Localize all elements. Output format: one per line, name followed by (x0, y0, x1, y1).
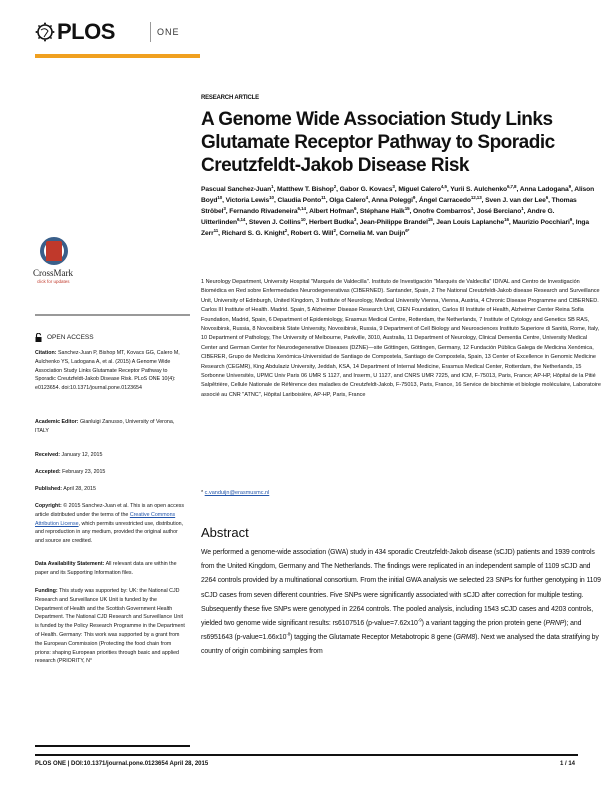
author-name: Fernando Rivadeneira (229, 208, 298, 215)
author-name: Jean Louis Laplanche (436, 219, 505, 226)
author-name: Anna Poleggi (371, 197, 413, 204)
copyright-block (35, 502, 185, 546)
author-name: Yurii S. Aulchenko (450, 186, 507, 193)
author-affiliation-marker: 10 (269, 194, 274, 200)
author-affiliation-marker: 11 (321, 194, 326, 200)
footnote-divider (35, 745, 190, 747)
abstract-heading: Abstract (201, 525, 249, 540)
plos-one-logo (35, 12, 195, 52)
page-number: 1 / 14 (560, 761, 576, 767)
citation-block (35, 349, 185, 393)
abstract-text: ) tagging the Glutamate Receptor Metabotropic 8 gene ( (290, 634, 456, 642)
author-affiliation-marker: 9 (568, 183, 572, 189)
author-affiliation-marker: 9 (569, 216, 573, 222)
author-name: Ángel Carracedo (418, 197, 471, 204)
open-access-badge (35, 333, 190, 342)
crossmark-title: CrossMark (33, 268, 73, 278)
copyright-text-1: © 2015 Sanchez-Juan et al. This is an open access article distributed under the terms of the (35, 503, 184, 518)
received-block (35, 451, 185, 460)
author-name: Herbert Budka (309, 219, 354, 226)
author-name: Robert G. Will (290, 230, 334, 237)
crossmark-badge[interactable] (33, 237, 77, 297)
author-name: Stéphane Haïk (359, 208, 405, 215)
header-accent-rule (35, 54, 200, 58)
author-name: Onofre Combarros (413, 208, 471, 215)
article-title: A Genome Wide Association Study Links Glutamate Receptor Pathway to Sporadic Creutzfeldt-Jakob Disease Risk (201, 109, 555, 176)
author-name: Olga Calero (329, 197, 366, 204)
author-name: Victoria Lewis (225, 197, 270, 204)
author-affiliation-marker: 16 (504, 216, 509, 222)
funding-text: This study was supported by: UK: the National CJD Research and Surveillance UK Unit is funded by the Department of Health and the Scottish Government Health Department. The National CJD Research and Surveillance Unit is funded by the Policy Research Programme in the Department of Health. Germany: This work was supported by a grant from the European Commission (Protecting the food chain from prions: shaping European priorities through basic and applied research (PRIORITY, N° (35, 588, 185, 665)
author-name: Andre G. Uitterlinden (201, 208, 555, 226)
logo-separator (150, 22, 151, 42)
author-affiliation-marker: 6 (545, 194, 549, 200)
academic-editor-text: Gianluigi Zanusso, University of Verona, ITALY (35, 419, 175, 434)
published-block (35, 485, 185, 494)
author-affiliation-marker: 2 (284, 227, 288, 233)
copyright-text-2: , which permits unrestricted use, distribution, and reproduction in any medium, provided the original author and source are credited. (35, 520, 184, 545)
author-affiliation-marker: 10 (300, 216, 306, 222)
author-name: Jean-Philippe Brandel (359, 219, 428, 226)
crossmark-flag-icon (46, 241, 62, 261)
received-label: Received: (35, 452, 61, 458)
academic-editor-label: Academic Editor: (35, 419, 79, 425)
author-name: Pascual Sanchez-Juan (201, 186, 272, 193)
published-date: April 28, 2015 (63, 486, 96, 492)
article-type: RESEARCH ARTICLE (201, 95, 259, 101)
author-name: Gabor G. Kovacs (339, 186, 393, 193)
author-affiliation-marker: 10 (217, 194, 223, 200)
corresponding-email-link[interactable]: c.vanduijn@erasmusmc.nl (204, 490, 270, 496)
received-date: January 12, 2015 (61, 452, 103, 458)
author-affiliation-marker: 15 (427, 216, 433, 222)
author-affiliation-marker: 15 (404, 205, 410, 211)
journal-name: ONE (157, 27, 180, 37)
affiliations: 1 Neurology Department, University Hospital "Marqués de Valdecilla". Instituto de Investigación "Marqués de Valdecilla" IDIVAL and Centro de Investigación Biomédica en Red sobre Enfermedades Neurodegenerativas (CIBERNED). Santander, Spain, 2 The National Creutzfeldt-Jakob disease Research and Surveillance Unit, University of Edinburgh, United Kingdom, 3 Institute of Neurology, Medical University Vienna, Vienna, Austria, 4 Chronic Disease Programme and CIBERNED. Carlos III Institute of Health. Madrid. Spain, 5 Alzheimer Disease Research Unit, CIEN Foundation, Carlos III Institute of Health, Alzheimer Center Reina Sofia Foundation, Madrid, Spain, 6 Department of Epidemiology, Erasmus Medical Centre, Rotterdam, the Netherlands, 7 Institute of Cytology and Genetics SB RAS, Novosibirsk, Russia, 8 Novosibirsk State University, Novosibirsk, Russia, 9 Department of Cell Biology and Neurosciences Instituto Superiore di Sanità, Rome, Italy, 10 Department of Pathology, The University of Melbourne, Parkville, 3010, Australia, 11 Department of Neurology, Clinical Dementia Centre, University Medical Center and German Center for Neurodegenerative Diseases (DZNE)—site Göttingen, Göttingen, Germany, 12 Fundación Pública Galega de Medicina Xenómica, CIBERER, Grupo de Medicina Xenómica-Universidad de Santiago de Compostela, Santiago de Compostela, Spain, 13 Center of Excellence in Genomic Medicine Research (CEGMR), King Abdulaziz University, Jeddah, KSA, 14 Department of Internal Medicine, Erasmus Medical Center, Rotterdam, the Netherlands, 15 Sorbonne Universités, UPMC Univ Paris 06 UMR S 1127, and Inserm, U 1127, and CNRS UMR 7225, and ICM, F-75013, Paris, France; AP-HP, Hôpital de la Pitié Salpêtrière, Cellule Nationale de Référence des maladies de Creutzfeldt-Jakob, F-75013, Paris, France, 16 Service de biochimie et biologie moléculaire, Laboratoire associé au CNR "ATNC", Hôpital Lariboisière, AP-HP, Paris, France (201, 279, 601, 398)
accepted-date: February 23, 2015 (62, 469, 106, 475)
p-value-exponent: -8 (286, 631, 291, 637)
author-name: Richard S. G. Knight (221, 230, 285, 237)
author-affiliation-marker: 6,14 (297, 205, 306, 211)
abstract-text: ) a variant tagging the prion protein gene ( (421, 620, 546, 628)
academic-editor-block (35, 418, 185, 436)
author-affiliation-marker: 6 (353, 205, 357, 211)
data-availability-block (35, 560, 185, 578)
author-affiliation-marker: 1 (271, 183, 274, 189)
open-access-label: OPEN ACCESS (47, 334, 94, 341)
author-name: Matthew T. Bishop (277, 186, 334, 193)
author-name: José Berciano (476, 208, 522, 215)
author-affiliation-marker: 6* (405, 227, 410, 233)
author-affiliation-marker: 6,14 (236, 216, 246, 222)
crossmark-subtitle: click for updates (37, 279, 70, 284)
author-name: Alison Boyd (201, 186, 595, 204)
abstract-text: We performed a genome-wide association (GWA) study in 434 sporadic Creutzfeldt-Jakob disease (sCJD) patients and 1939 controls from the United Kingdom, Germany and The Netherlands. The findings were replicated in an independent sample of 1109 sCJD and 2264 controls provided by a multinational consortium. From the initial GWA analysis we selected 23 SNPs for further genotyping in 1109 sCJD cases from seven different countries. Five SNPs were significantly associated with sCJD after correction for multiple testing. Subsequently these five SNPs were genotyped in 2264 controls. The pooled analysis, including 1543 sCJD cases and 4203 controls, yielded two genome wide significant results: rs6107516 (p-value=7.62x10 (201, 549, 601, 628)
author-affiliation-marker: 2 (333, 183, 337, 189)
author-name: Claudia Ponto (277, 197, 322, 204)
footer-citation: PLOS ONE | DOI:10.1371/journal.pone.0123654 April 28, 2015 (35, 761, 209, 767)
author-name: Miguel Calero (398, 186, 441, 193)
author-name: Maurizio Pocchiari (512, 219, 570, 226)
gene-name: GRM8 (455, 634, 476, 642)
author-affiliation-marker: 6,7,8 (506, 183, 517, 189)
author-name: Thomas Ströbel (201, 197, 577, 215)
data-availability-text: All relevant data are within the paper and its Supporting Information files. (35, 561, 177, 576)
author-affiliation-marker: 1 (470, 205, 474, 211)
gene-name: PRNP (545, 620, 565, 628)
footer-rule (35, 754, 578, 756)
abstract-text: ); and rs6951643 (p-value=1.66x10 (201, 620, 582, 642)
author-name: Steven J. Collins (248, 219, 301, 226)
license-link[interactable]: Creative Commons Attribution License (35, 511, 176, 527)
funding-block (35, 587, 185, 666)
author-affiliation-marker: 3 (392, 183, 395, 189)
published-label: Published: (35, 486, 63, 492)
author-name: Cornelia M. van Duijn (339, 230, 406, 237)
author-affiliation-marker: 1 (521, 205, 524, 211)
sidebar-divider (35, 314, 190, 316)
author-affiliation-marker: 2 (333, 227, 336, 233)
plos-globe-icon (35, 22, 55, 42)
citation-text: Sanchez-Juan P, Bishop MT, Kovacs GG, Calero M, Aulchenko YS, Ladogana A, et al. (2015) A Genome Wide Association Study Links Glutamate Receptor Pathway to Sporadic Creutzfeldt-Jakob Disease Risk. PLoS ONE 10(4): e0123654. doi:10.1371/journal.pone.0123654 (35, 350, 180, 392)
abstract-body (201, 546, 601, 660)
author-affiliation-marker: 3 (223, 205, 226, 211)
author-affiliation-marker: 4 (365, 194, 369, 200)
author-name: Inga Zerr (201, 219, 590, 237)
author-name: Anna Ladogana (519, 186, 569, 193)
open-lock-icon (35, 333, 42, 342)
author-list: Pascual Sanchez-Juan$^1$, Matthew T. Bishop$^2$, Gabor G. Kovacs$^3$, Miguel Calero$^{4,5}$, Yurii S. Aulchenko$^{6,7,8}$, Anna Ladogana$^9$, Alison Boyd$^{10}$, Victoria Lewis$^{10}$, Claudia Ponto$^{11}$, Olga Calero$^4$, Anna Poleggi$^9$, Ángel Carracedo$^{12,13}$, Sven J. van der Lee$^6$, Thomas Ströbel$^3$, Fernando Rivadeneira$^{6,14}$, Albert Hofman$^6$, Stéphane Haïk$^{15}$, Onofre Combarros$^1$, José Berciano$^1$, Andre G. Uitterlinden$^{6,14}$, Steven J. Collins$^{10}$, Herbert Budka$^3$, Jean-Philippe Brandel$^{15}$, Jean Louis Laplanche$^{16}$, Maurizio Pocchiari$^9$, Inga Zerr$^{11}$, Richard S. G. Knight$^2$, Robert G. Will$^2$, Cornelia M. van Duijn$^{6*}$ (201, 183, 595, 237)
author-affiliation-marker: 12,13 (470, 194, 482, 200)
author-name: Sven J. van der Lee (485, 197, 546, 204)
corresponding-marker: * (201, 490, 204, 496)
brand-name: PLOS (57, 19, 115, 44)
funding-label: Funding: (35, 588, 58, 594)
abstract-text: ). Next we analysed the data stratifying by country of origin combining samples from (201, 634, 599, 656)
corresponding-author (201, 490, 269, 496)
author-affiliation-marker: 9 (412, 194, 416, 200)
author-affiliation-marker: 11 (213, 227, 219, 233)
accepted-label: Accepted: (35, 469, 61, 475)
author-affiliation-marker: 3 (353, 216, 357, 222)
author-name: Albert Hofman (309, 208, 354, 215)
accepted-block (35, 468, 185, 477)
copyright-label: Copyright: (35, 503, 62, 509)
author-affiliation-marker: 4,5 (440, 183, 447, 189)
data-availability-label: Data Availability Statement: (35, 561, 105, 567)
citation-label: Citation: (35, 350, 57, 356)
p-value-exponent: -9 (417, 617, 422, 623)
